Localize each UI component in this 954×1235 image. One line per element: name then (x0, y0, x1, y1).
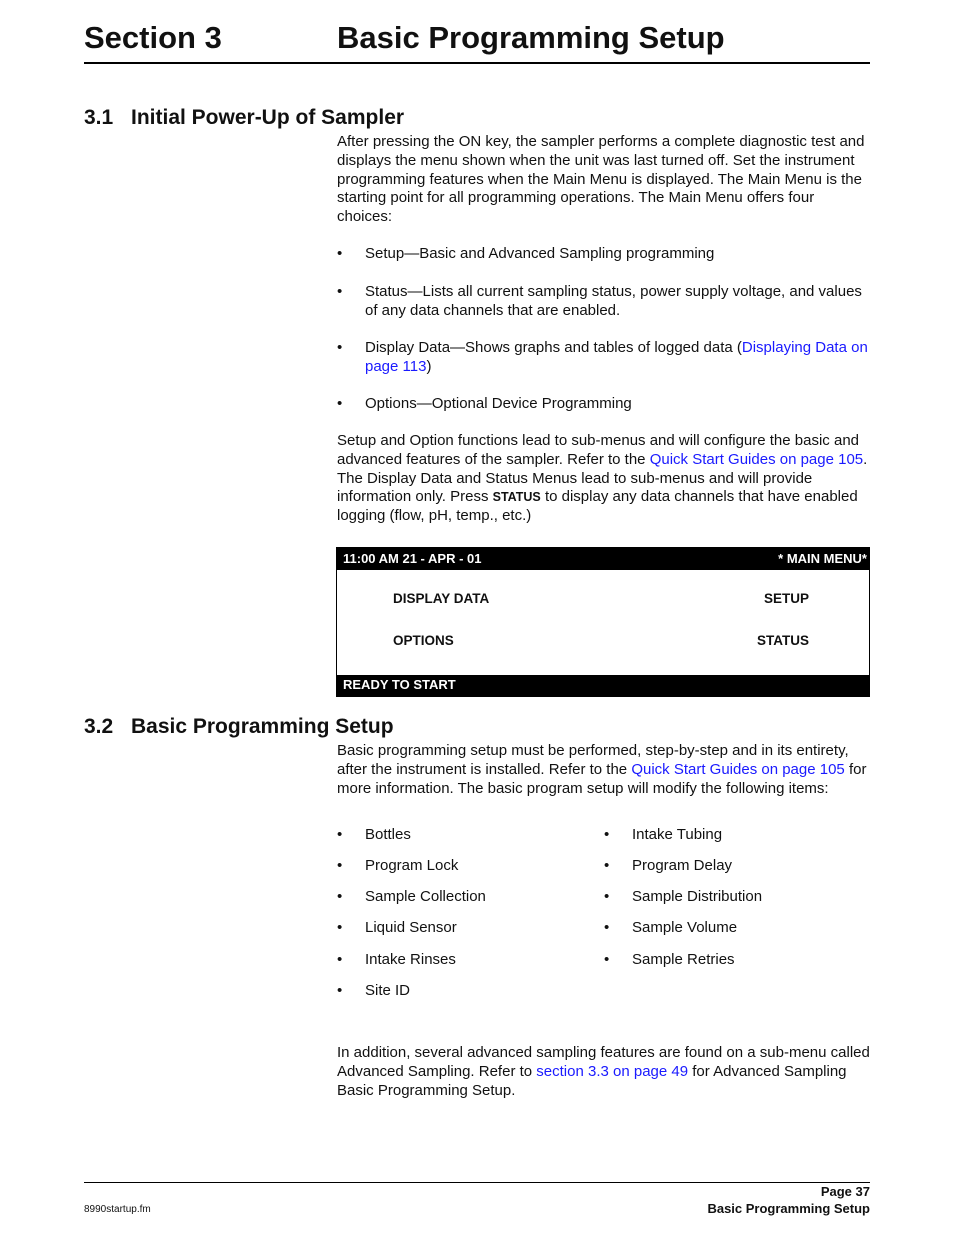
list-item: Sample Collection (365, 888, 486, 905)
menu-option-status[interactable]: STATUS (757, 633, 809, 648)
bullet-icon: • (604, 888, 610, 905)
bullet-icon: • (337, 982, 343, 999)
list-item: Liquid Sensor (365, 919, 457, 936)
bullet-icon: • (337, 283, 343, 300)
list-item-text (365, 339, 870, 377)
heading-3-2 (84, 713, 394, 741)
list-item: Program Delay (632, 857, 733, 874)
list-item: Bottles (365, 826, 411, 843)
bullet-icon: • (337, 245, 343, 262)
list-item-text-pre: Display Data—Shows graphs and tables of logged data ( (365, 339, 742, 356)
paragraph-text: In addition, several advanced sampling features are found on a sub-menu called Advanced Sampling. Refer to (337, 1044, 870, 1080)
list-item: Sample Distribution (632, 888, 763, 905)
functions-paragraph (337, 432, 872, 526)
bullet-icon: • (604, 857, 610, 874)
section-label: Section 3 (84, 20, 222, 55)
heading-number: 3.2 (84, 715, 114, 738)
setup-paragraph (337, 742, 872, 798)
menu-ready-status: READY TO START (343, 677, 456, 692)
paragraph-text: Basic programming setup must be performed, step-by-step and in its entirety, after the instrument is installed. Refer to the (337, 742, 849, 778)
advanced-paragraph (337, 1044, 872, 1100)
footer-rule (84, 1182, 870, 1183)
menu-option-setup[interactable]: SETUP (763, 591, 809, 606)
list-item-text: Options—Optional Device Programming (365, 395, 632, 412)
header-rule (84, 62, 870, 64)
main-menu-display (336, 547, 870, 697)
paragraph-text: for Advanced Sampling Basic Programming Setup. (337, 1062, 847, 1099)
menu-title-bar (337, 548, 869, 570)
menu-option-options[interactable]: OPTIONS (393, 633, 454, 648)
section-3-3-link[interactable]: section 3.3 on page 49 (536, 1062, 689, 1080)
bullet-icon: • (337, 919, 343, 936)
heading-text: Initial Power-Up of Sampler (131, 106, 405, 129)
paragraph-text: to display any data channels that have enabled logging (flow, pH, temp., etc.) (337, 488, 858, 525)
footer-page-number: Page 37 (820, 1184, 870, 1199)
bullet-icon: • (604, 919, 610, 936)
list-item: Sample Retries (632, 951, 735, 968)
bullet-icon: • (337, 951, 343, 968)
paragraph-text: . The Display Data and Status Menus lead to sub-menus and will provide information only. Press (337, 450, 868, 506)
bullet-icon: • (337, 339, 343, 356)
displaying-data-link[interactable]: Displaying Data on page 113 (365, 339, 868, 375)
heading-number: 3.1 (84, 106, 114, 129)
list-item: Site ID (365, 982, 411, 999)
list-item-text: Status—Lists all current sampling status, power supply voltage, and values of any data channels that are enabled. (365, 283, 862, 319)
bullet-icon: • (337, 888, 343, 905)
heading-3-1 (84, 104, 404, 132)
list-item-text-post: ) (426, 357, 432, 375)
bullet-icon: • (604, 951, 610, 968)
menu-datetime: 11:00 AM 21 - APR - 01 (343, 551, 482, 566)
paragraph-text: for more information. The basic program setup will modify the following items: (337, 760, 867, 797)
list-item-text: Setup—Basic and Advanced Sampling programming (365, 245, 715, 262)
list-item: Intake Rinses (365, 951, 456, 968)
list-item: Intake Tubing (632, 826, 723, 843)
menu-name: * MAIN MENU* (778, 551, 867, 566)
intro-paragraph: After pressing the ON key, the sampler performs a complete diagnostic test and displays the menu shown when the unit was last turned off. Set the instrument programming features when the Main Menu is displayed. The Main Menu is the starting point for all programming operations. The Main Menu offers four choices: (337, 133, 865, 226)
bullet-icon: • (337, 857, 343, 874)
bullet-icon: • (337, 395, 343, 412)
paragraph-text: Setup and Option functions lead to sub-menus and will configure the basic and advanced features of the sampler. Refer to the (337, 432, 859, 468)
footer-filename: 8990startup.fm (84, 1204, 151, 1215)
page-title: Basic Programming Setup (337, 20, 725, 55)
bullet-icon: • (337, 826, 343, 843)
menu-option-display-data[interactable]: DISPLAY DATA (393, 591, 490, 606)
status-key-label: STATUS (492, 490, 541, 505)
quick-start-link-2[interactable]: Quick Start Guides on page 105 (631, 760, 845, 778)
bullet-icon: • (604, 826, 610, 843)
heading-text: Basic Programming Setup (131, 715, 394, 738)
menu-status-bar (337, 675, 869, 696)
quick-start-link[interactable]: Quick Start Guides on page 105 (649, 450, 864, 468)
list-item: Sample Volume (632, 919, 738, 936)
footer-title: Basic Programming Setup (707, 1201, 870, 1216)
list-item: Program Lock (365, 857, 459, 874)
